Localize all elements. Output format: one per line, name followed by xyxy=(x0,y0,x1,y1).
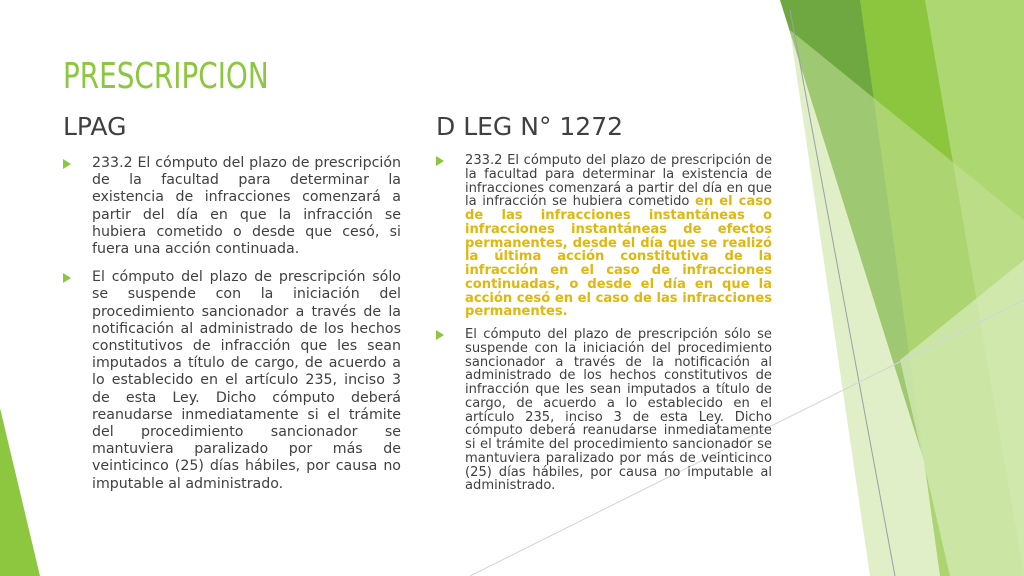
dleg-heading: D LEG N° 1272 xyxy=(436,112,624,141)
arrow-bullet-icon xyxy=(436,156,444,166)
list-item xyxy=(436,154,772,319)
dleg-bullet-text: El cómputo del plazo de prescripción sólo se suspende con la iniciación del procedimiento sancionador a través de la notificación al administrado de los hechos constitutivos de infracción que les sean imputados a título de cargo, de acuerdo a lo establecido en el artículo 235, inciso 3 de esta Ley. Dicho cómputo deberá reanudarse inmediatamente si el trámite del procedimiento sancionador se mantuviera paralizado por más de veinticinco (25) días hábiles, por causa no imputable al administrado. xyxy=(465,327,772,494)
left-green-shard xyxy=(0,408,40,576)
arrow-bullet-icon xyxy=(63,159,71,169)
lpag-bullet-list xyxy=(63,155,401,504)
lpag-heading: LPAG xyxy=(63,112,127,141)
arrow-bullet-icon xyxy=(436,330,444,340)
lpag-bullet-text: 233.2 El cómputo del plazo de prescripción de la facultad para determinar la existencia de infracciones comenzará a partir del día en que la infracción se hubiera cometido o desde que cesó, si fuera una acción continuada. xyxy=(92,155,401,258)
arrow-bullet-icon xyxy=(63,273,71,283)
slide-title: PRESCRIPCION xyxy=(63,56,269,97)
list-item xyxy=(63,155,401,258)
lpag-bullet-text: El cómputo del plazo de prescripción sólo se suspende con la iniciación del procedimiento sancionador a través de la notificación al administrado de los hechos constitutivos de infracción que les sean imputados a título de cargo, de acuerdo a lo establecido en el artículo 235, inciso 3 de esta Ley. Dicho cómputo deberá reanudarse inmediatamente si el trámite del procedimiento sancionador se mantuviera paralizado por más de veinticinco (25) días hábiles, por causa no imputable al administrado. xyxy=(92,269,401,492)
dleg-bullet-list xyxy=(436,154,772,502)
dleg-bullet-text: 233.2 El cómputo del plazo de prescripción de la facultad para determinar la existencia de infracciones comenzará a partir del día en que la infracción se hubiera cometido xyxy=(465,153,772,210)
list-item xyxy=(63,269,401,493)
dleg-highlighted-text: en el caso de las infracciones instantáneas o infracciones instantáneas de efectos permanentes, desde el día que se realizó la última acción constitutiva de la infracción en el caso de infracciones continuadas, o desde el día en que la acción cesó en el caso de las infracciones permanentes. xyxy=(465,194,773,320)
list-item xyxy=(436,328,772,493)
